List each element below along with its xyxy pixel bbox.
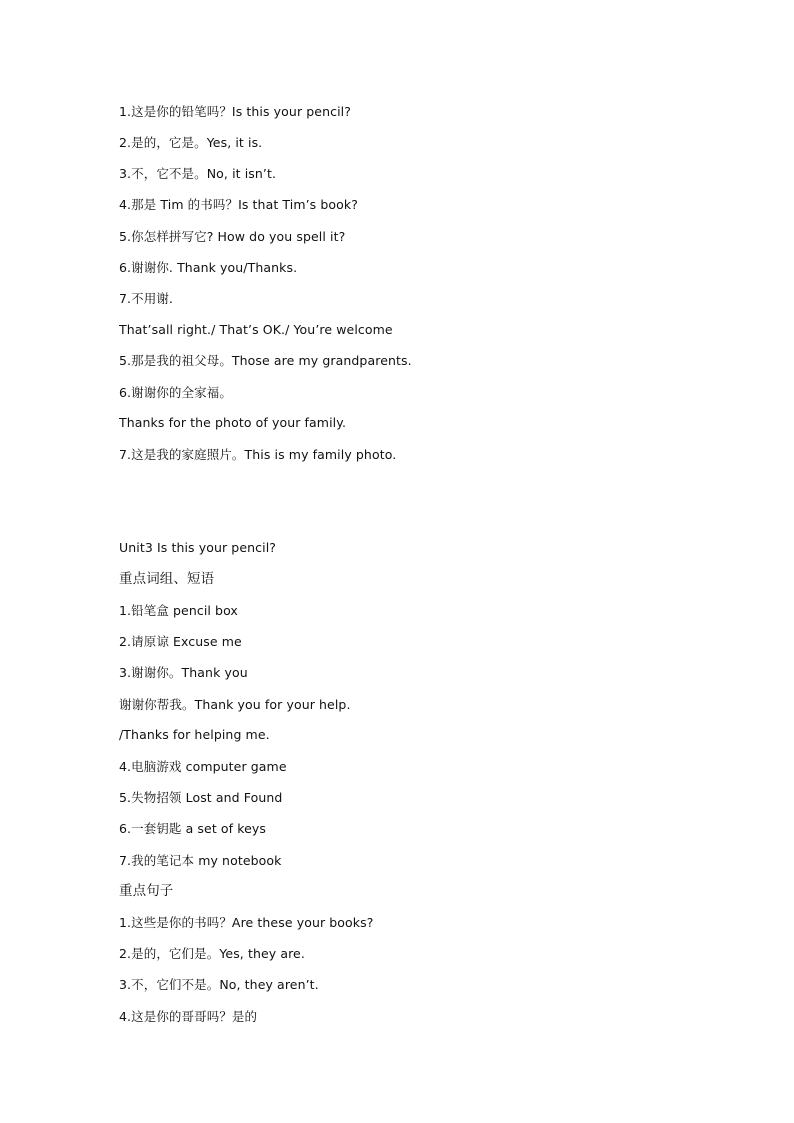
text-line: 谢谢你帮我。Thank you for your help. — [119, 697, 351, 712]
unit-title: Unit3 Is this your pencil? — [119, 540, 277, 555]
text-line: 7.这是我的家庭照片。This is my family photo. — [119, 447, 397, 462]
text-line: 5.你怎样拼写它? How do you spell it? — [119, 229, 346, 244]
text-line: That’sall right./ That’s OK./ You’re welcome — [119, 322, 393, 337]
text-line: Thanks for the photo of your family. — [119, 415, 347, 430]
text-line: 2.是的，它们是。Yes, they are. — [119, 946, 305, 961]
text-line: 4.那是 Tim 的书吗？Is that Tim’s book? — [119, 197, 358, 212]
section-heading-sentences: 重点句子 — [119, 883, 174, 899]
text-line: 3.谢谢你。Thank you — [119, 665, 248, 680]
text-line: 1.这些是你的书吗？Are these your books? — [119, 915, 374, 930]
text-line: 3.不，它们不是。No, they aren’t. — [119, 977, 319, 992]
text-line: 5.那是我的祖父母。Those are my grandparents. — [119, 353, 412, 368]
text-line: 7.不用谢. — [119, 291, 173, 306]
section-heading-phrases: 重点词组、短语 — [119, 571, 215, 587]
text-line: 3.不，它不是。No, it isn’t. — [119, 166, 277, 181]
text-line: 5.失物招领 Lost and Found — [119, 790, 283, 805]
text-line: 6.一套钥匙 a set of keys — [119, 821, 267, 836]
text-line: 4.这是你的哥哥吗？是的 — [119, 1009, 258, 1024]
text-line: 6.谢谢你的全家福。 — [119, 385, 232, 400]
text-line: 1.这是你的铅笔吗？Is this your pencil? — [119, 104, 351, 119]
text-line: 7.我的笔记本 my notebook — [119, 853, 282, 868]
text-line: 6.谢谢你. Thank you/Thanks. — [119, 260, 298, 275]
text-line: 2.是的，它是。Yes, it is. — [119, 135, 263, 150]
text-line: 1.铅笔盒 pencil box — [119, 603, 238, 618]
text-line: 4.电脑游戏 computer game — [119, 759, 287, 774]
text-line: /Thanks for helping me. — [119, 727, 270, 742]
text-line: 2.请原谅 Excuse me — [119, 634, 242, 649]
